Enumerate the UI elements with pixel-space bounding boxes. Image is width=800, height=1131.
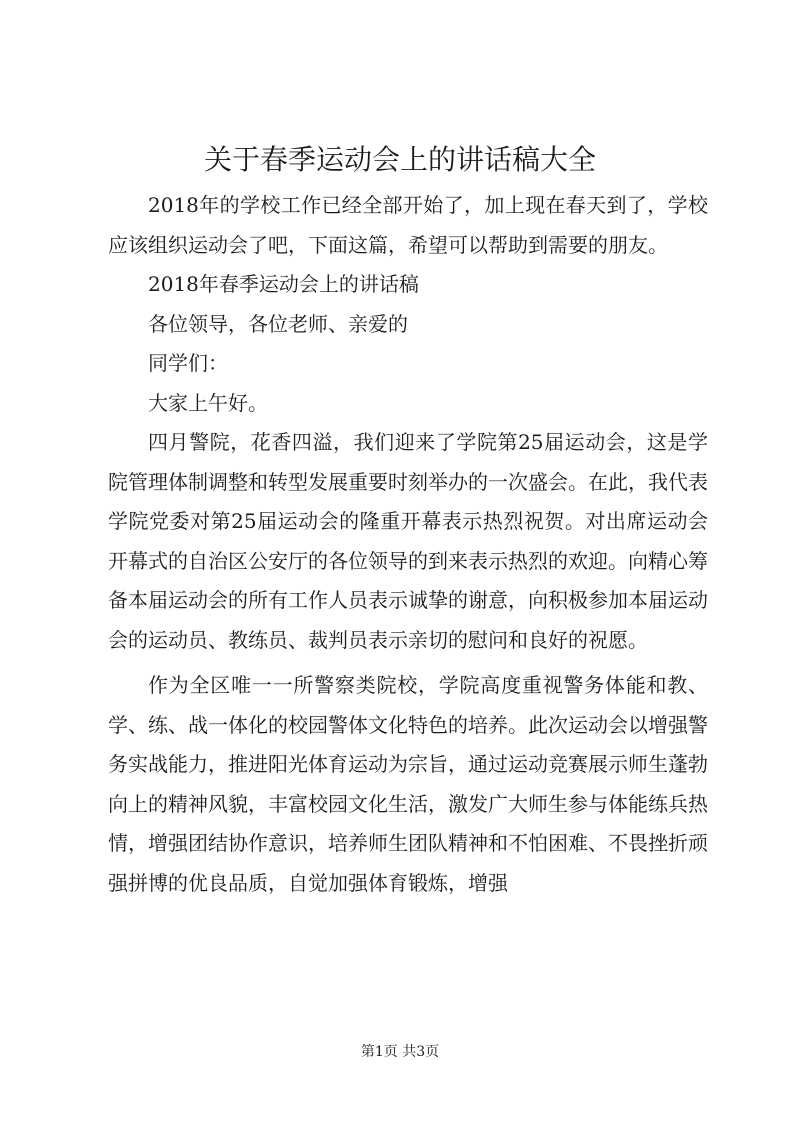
page-footer [0,1042,800,1062]
paragraph-greeting: 各位领导，各位老师、亲爱的 [148,311,408,336]
paragraph-greeting-cont: 同学们： [148,351,228,375]
page-number: 第1页 共3页 [360,1044,440,1060]
paragraph-intro: 2018年的学校工作已经全部开始了，加上现在春天到了，学校应该组织运动会了吧，下面这篇，希望可以帮助到需要的朋友。 [108,193,708,257]
paragraph-good-morning: 大家上午好。 [148,390,268,415]
paragraph-purpose: 作为全区唯一一所警察类院校，学院高度重视警务体能和教、学、练、战一体化的校园警体文化特色的培养。此次运动会以增强警务实战能力，推进阳光体育运动为宗旨，通过运动竞赛展示师生蓬勃向上的精神风貌，丰富校园文化生活，激发广大师生参与体能练兵热情，增强团结协作意识，培养师生团队精神和不怕困难、不畏挫折顽强拼博的优良品质，自觉加强体育锻炼，增强 [108,673,708,895]
document-body [108,186,708,903]
paragraph-speech-title: 2018年春季运动会上的讲话稿 [148,272,419,296]
paragraph-opening: 四月警院，花香四溢，我们迎来了学院第25届运动会，这是学院管理体制调整和转型发展重要时刻举办的一次盛会。在此，我代表学院党委对第25届运动会的隆重开幕表示热烈祝贺。对出席运动会开幕式的自治区公安厅的各位领导的到来表示热烈的欢迎。向精心筹备本届运动会的所有工作人员表示诚挚的谢意，向积极参加本届运动会的运动员、教练员、裁判员表示亲切的慰问和良好的祝愿。 [108,430,708,652]
document-title: 关于春季运动会上的讲话稿大全 [203,143,596,176]
